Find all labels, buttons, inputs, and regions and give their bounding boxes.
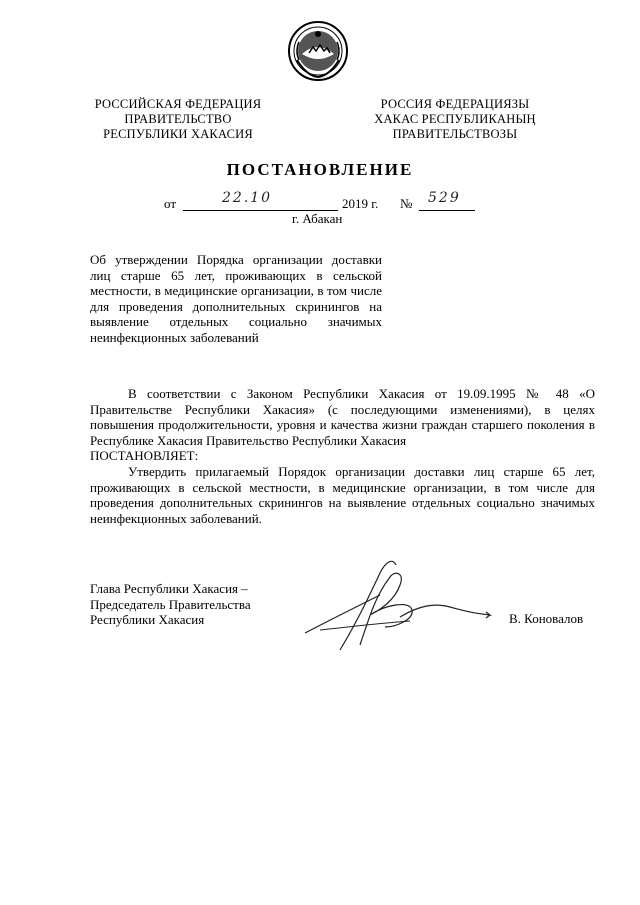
header-right-line: ХАКАС РЕСПУБЛИКАНЫҢ (374, 112, 536, 126)
document-subject: Об утверждении Порядка организации доставки лиц старше 65 лет, проживающих в сельской местности, в медицинские организации, в том числе для проведения дополнительных скринингов на выявление отдельных социально значимых неинфекционных заболеваний (90, 252, 382, 345)
date-prefix: от (164, 196, 177, 211)
header-left-line: ПРАВИТЕЛЬСТВО (124, 112, 232, 126)
header-left-line: РОССИЙСКАЯ ФЕДЕРАЦИЯ (94, 97, 262, 111)
date-handwritten: 22.10 (222, 190, 273, 206)
date-year: 2019 г. (342, 196, 379, 211)
resolves-word: ПОСТАНОВЛЯЕТ: (90, 448, 199, 463)
signatory-title-line: Глава Республики Хакасия – (90, 581, 248, 596)
header-left-line: РЕСПУБЛИКИ ХАКАСИЯ (103, 127, 253, 141)
header-right-line: РОССИЯ ФЕДЕРАЦИЯЗЫ (380, 97, 530, 111)
header-right-line: ПРАВИТЕЛЬСТВОЗЫ (392, 127, 518, 141)
signatory-title (90, 581, 251, 628)
signatory-title-line: Республики Хакасия (90, 612, 205, 628)
signatory-name: В. Коновалов (509, 611, 584, 626)
signatory-title-line: Председатель Правительства (90, 596, 251, 612)
header-right-khakas (355, 97, 555, 142)
number-handwritten: 529 (428, 190, 461, 206)
number-sign: № (400, 196, 413, 211)
operative-paragraph: Утвердить прилагаемый Порядок организации доставки лиц старше 65 лет, проживающих в сельской местности, в медицинские организации, в том числе для проведения дополнительных скринингов на выявление отдельных социально значимых неинфекционных заболеваний. (90, 464, 595, 526)
preamble-paragraph: В соответствии с Законом Республики Хакасия от 19.09.1995 № 48 «О Правительстве Республики Хакасия» (с последующими изменениями), в целях повышения продолжительности, уровня и качества жизни граждан старшего поколения в Республике Хакасия Правительство Республики Хакасия (90, 386, 595, 448)
handwritten-signature (300, 555, 500, 660)
coat-of-arms-emblem (287, 20, 349, 82)
document-title: ПОСТАНОВЛЕНИЕ (226, 160, 414, 179)
header-left-russian (78, 97, 278, 142)
city: г. Абакан (292, 211, 343, 226)
